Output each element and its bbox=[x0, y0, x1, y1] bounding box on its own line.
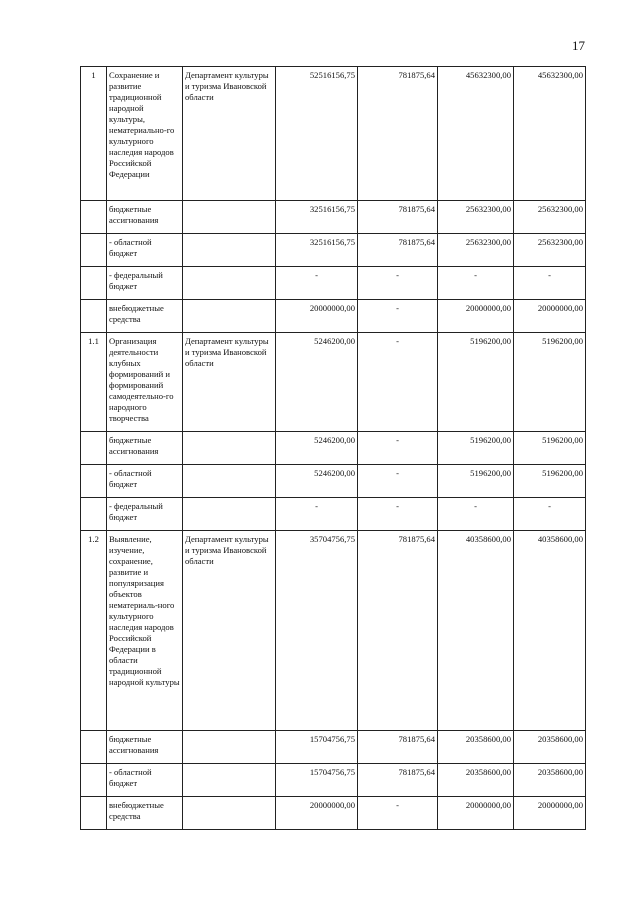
row-value-4: 45632300,00 bbox=[514, 67, 586, 201]
row-name: внебюджетные средства bbox=[107, 300, 183, 333]
row-value-1: 20000000,00 bbox=[276, 300, 358, 333]
row-executor bbox=[183, 201, 276, 234]
row-number bbox=[81, 498, 107, 531]
row-number: 1 bbox=[81, 67, 107, 201]
row-value-3: 5196200,00 bbox=[438, 465, 514, 498]
row-value-4: 25632300,00 bbox=[514, 234, 586, 267]
row-value-1: 15704756,75 bbox=[276, 731, 358, 764]
row-value-1: 52516156,75 bbox=[276, 67, 358, 201]
table-row bbox=[81, 201, 586, 234]
row-number: 1.2 bbox=[81, 531, 107, 731]
row-value-3: 45632300,00 bbox=[438, 67, 514, 201]
row-value-4: 20358600,00 bbox=[514, 764, 586, 797]
row-value-2: - bbox=[358, 465, 438, 498]
row-number bbox=[81, 267, 107, 300]
row-number bbox=[81, 234, 107, 267]
row-executor bbox=[183, 498, 276, 531]
row-value-2: - bbox=[358, 498, 438, 531]
row-value-2: 781875,64 bbox=[358, 731, 438, 764]
row-number bbox=[81, 465, 107, 498]
row-value-3: 20000000,00 bbox=[438, 300, 514, 333]
row-name: бюджетные ассигнования bbox=[107, 432, 183, 465]
row-executor bbox=[183, 234, 276, 267]
row-executor bbox=[183, 300, 276, 333]
row-name: - областной бюджет bbox=[107, 465, 183, 498]
table-body bbox=[81, 67, 586, 830]
row-value-1: 5246200,00 bbox=[276, 333, 358, 432]
row-value-3: - bbox=[438, 267, 514, 300]
table-row bbox=[81, 333, 586, 432]
table-row bbox=[81, 797, 586, 830]
row-name: Выявление, изучение, сохранение, развитие и популяризация объектов нематериаль-ного культурного наследия народов Российской Федерации в области традиционной народной культуры bbox=[107, 531, 183, 731]
table-row bbox=[81, 432, 586, 465]
row-value-2: 781875,64 bbox=[358, 67, 438, 201]
row-value-3: 20000000,00 bbox=[438, 797, 514, 830]
budget-table bbox=[80, 66, 586, 830]
row-executor bbox=[183, 764, 276, 797]
page-number: 17 bbox=[572, 38, 585, 53]
row-value-3: 25632300,00 bbox=[438, 201, 514, 234]
row-name: - областной бюджет bbox=[107, 234, 183, 267]
row-value-2: 781875,64 bbox=[358, 234, 438, 267]
row-value-4: 20000000,00 bbox=[514, 797, 586, 830]
row-executor bbox=[183, 432, 276, 465]
row-name: - федеральный бюджет bbox=[107, 267, 183, 300]
row-value-1: - bbox=[276, 267, 358, 300]
row-value-4: 25632300,00 bbox=[514, 201, 586, 234]
row-value-4: 5196200,00 bbox=[514, 465, 586, 498]
row-value-2: - bbox=[358, 797, 438, 830]
row-number bbox=[81, 432, 107, 465]
row-value-3: 5196200,00 bbox=[438, 333, 514, 432]
table-row bbox=[81, 465, 586, 498]
row-number bbox=[81, 201, 107, 234]
row-value-1: 5246200,00 bbox=[276, 465, 358, 498]
row-value-1: 15704756,75 bbox=[276, 764, 358, 797]
row-value-1: 32516156,75 bbox=[276, 234, 358, 267]
table-row bbox=[81, 531, 586, 731]
row-name: - федеральный бюджет bbox=[107, 498, 183, 531]
row-name: - областной бюджет bbox=[107, 764, 183, 797]
row-value-2: 781875,64 bbox=[358, 764, 438, 797]
table-row bbox=[81, 234, 586, 267]
row-number bbox=[81, 300, 107, 333]
row-value-3: 20358600,00 bbox=[438, 764, 514, 797]
row-number bbox=[81, 731, 107, 764]
table-row bbox=[81, 764, 586, 797]
row-value-4: 5196200,00 bbox=[514, 432, 586, 465]
row-value-2: 781875,64 bbox=[358, 531, 438, 731]
row-executor: Департамент культуры и туризма Ивановской области bbox=[183, 333, 276, 432]
row-value-1: 5246200,00 bbox=[276, 432, 358, 465]
row-value-1: - bbox=[276, 498, 358, 531]
row-name: бюджетные ассигнования bbox=[107, 731, 183, 764]
table-row bbox=[81, 731, 586, 764]
row-value-4: 20358600,00 bbox=[514, 731, 586, 764]
row-value-2: - bbox=[358, 432, 438, 465]
row-executor bbox=[183, 465, 276, 498]
table-row bbox=[81, 300, 586, 333]
row-name: внебюджетные средства bbox=[107, 797, 183, 830]
table-row bbox=[81, 267, 586, 300]
row-executor: Департамент культуры и туризма Ивановской области bbox=[183, 67, 276, 201]
row-value-3: 5196200,00 bbox=[438, 432, 514, 465]
row-value-1: 20000000,00 bbox=[276, 797, 358, 830]
row-name: бюджетные ассигнования bbox=[107, 201, 183, 234]
table-row bbox=[81, 498, 586, 531]
row-value-3: 40358600,00 bbox=[438, 531, 514, 731]
row-executor bbox=[183, 267, 276, 300]
row-value-2: - bbox=[358, 300, 438, 333]
row-number bbox=[81, 797, 107, 830]
row-value-1: 32516156,75 bbox=[276, 201, 358, 234]
row-value-1: 35704756,75 bbox=[276, 531, 358, 731]
table-row bbox=[81, 67, 586, 201]
row-value-3: - bbox=[438, 498, 514, 531]
row-number: 1.1 bbox=[81, 333, 107, 432]
row-value-4: - bbox=[514, 498, 586, 531]
row-name: Сохранение и развитие традиционной народной культуры, нематериально-го культурного наследия народов Российской Федерации bbox=[107, 67, 183, 201]
row-value-2: 781875,64 bbox=[358, 201, 438, 234]
row-number bbox=[81, 764, 107, 797]
row-name: Организация деятельности клубных формирований и формирований самодеятельно-го народного творчества bbox=[107, 333, 183, 432]
row-executor bbox=[183, 731, 276, 764]
row-value-4: 20000000,00 bbox=[514, 300, 586, 333]
row-value-3: 25632300,00 bbox=[438, 234, 514, 267]
row-value-3: 20358600,00 bbox=[438, 731, 514, 764]
row-value-2: - bbox=[358, 267, 438, 300]
row-value-4: - bbox=[514, 267, 586, 300]
row-value-4: 40358600,00 bbox=[514, 531, 586, 731]
row-executor: Департамент культуры и туризма Ивановской области bbox=[183, 531, 276, 731]
row-value-2: - bbox=[358, 333, 438, 432]
row-executor bbox=[183, 797, 276, 830]
row-value-4: 5196200,00 bbox=[514, 333, 586, 432]
